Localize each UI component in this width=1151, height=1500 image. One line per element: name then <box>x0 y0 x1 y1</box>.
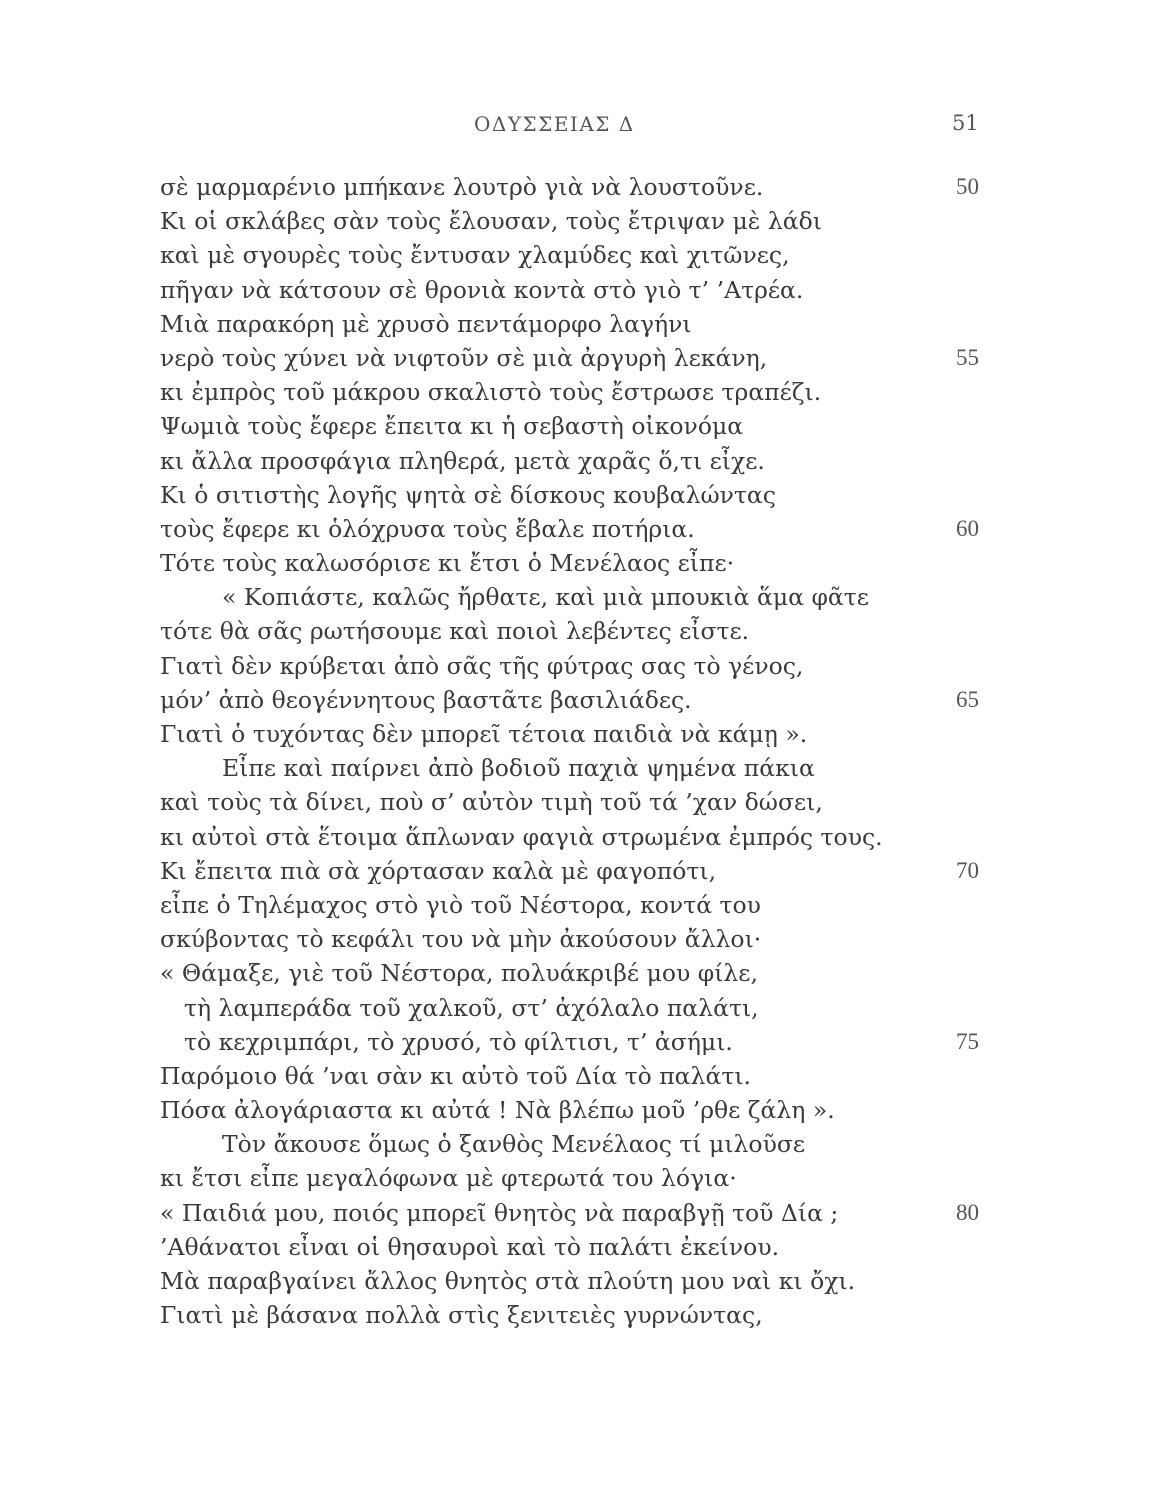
line-number: 60 <box>956 515 979 541</box>
verse-text: Γιατὶ ὁ τυχόντας δὲν μπορεῖ τέτοια παιδιὰ νὰ κάμῃ ». <box>160 720 808 748</box>
verse-line <box>160 991 990 1025</box>
verse-line <box>160 546 990 580</box>
verse-text: Μὰ παραβγαίνει ἄλλος θνητὸς στὰ πλούτη μου ναὶ κι ὄχι. <box>160 1267 856 1295</box>
verse-line <box>160 956 990 990</box>
verse-text: τὸ κεχριμπάρι, τὸ χρυσό, τὸ φίλτισι, τ’ ἀσήμι. <box>184 1027 733 1056</box>
verse-line <box>160 1196 990 1230</box>
verse-line <box>160 512 990 546</box>
verse-text: Κι ἔπειτα πιὰ σὰ χόρτασαν καλὰ μὲ φαγοπότι, <box>160 856 717 885</box>
verse-text: Πόσα ἀλογάριαστα κι αὐτά ! Νὰ βλέπω μοῦ ’ρθε ζάλη ». <box>160 1096 835 1125</box>
verse-line <box>160 1127 990 1161</box>
verse-line <box>160 409 990 443</box>
verse-text: ’Αθάνατοι εἶναι οἱ θησαυροὶ καὶ τὸ παλάτι ἐκείνου. <box>160 1232 780 1261</box>
verse-line <box>160 478 990 512</box>
line-number: 75 <box>956 1028 979 1054</box>
verse-text: Εἶπε καὶ παίρνει ἀπὸ βοδιοῦ παχιὰ ψημένα πάκια <box>222 754 815 783</box>
verse-line <box>160 614 990 648</box>
verse-text: Ψωμιὰ τοὺς ἔφερε ἔπειτα κι ἡ σεβαστὴ οἰκονόμα <box>160 412 744 441</box>
verse-line <box>160 341 990 375</box>
verse-line <box>160 1230 990 1264</box>
verse-text: κι ἐμπρὸς τοῦ μάκρου σκαλιστὸ τοὺς ἔστρωσε τραπέζι. <box>160 378 822 407</box>
verse-line <box>160 1264 990 1298</box>
verse-text: νερὸ τοὺς χύνει νὰ νιφτοῦν σὲ μιὰ ἀργυρὴ λεκάνη, <box>160 343 768 372</box>
verse-text: εἶπε ὁ Τηλέμαχος στὸ γιὸ τοῦ Νέστορα, κοντά του <box>160 890 761 919</box>
verse-line <box>160 273 990 307</box>
verse-text: Μιὰ παρακόρη μὲ χρυσὸ πεντάμορφο λαγήνι <box>160 309 692 338</box>
verse-line <box>160 922 990 956</box>
line-number: 50 <box>956 174 979 199</box>
verse-line <box>160 1298 990 1332</box>
verse-line <box>160 375 990 409</box>
verse-line <box>160 1093 990 1127</box>
verse-line <box>160 854 990 888</box>
verse-text: τότε θὰ σᾶς ρωτήσουμε καὶ ποιοὶ λεβέντες εἶστε. <box>160 617 750 646</box>
verse-text: τὴ λαμπεράδα τοῦ χαλκοῦ, στ’ ἀχόλαλο παλάτι, <box>184 993 759 1022</box>
verse-text: σκύβοντας τὸ κεφάλι του νὰ μὴν ἀκούσουν ἄλλοι· <box>160 925 762 954</box>
verse-text: Κι οἱ σκλάβες σὰν τοὺς ἔλουσαν, τοὺς ἔτριψαν μὲ λάδι <box>160 207 823 236</box>
verse-text: καὶ τοὺς τὰ δίνει, ποὺ σ’ αὐτὸν τιμὴ τοῦ τά ’χαν δώσει, <box>160 788 823 817</box>
verse-text: κι ἔτσι εἶπε μεγαλόφωνα μὲ φτερωτά του λόγια· <box>160 1164 737 1193</box>
verse-text: τοὺς ἔφερε κι ὁλόχρυσα τοὺς ἔβαλε ποτήρια. <box>160 514 695 543</box>
verse-text: Τότε τοὺς καλωσόρισε κι ἔτσι ὁ Μενέλαος εἶπε· <box>160 549 735 578</box>
verse-text: Παρόμοιο θά ’ναι σὰν κι αὐτὸ τοῦ Δία τὸ παλάτι. <box>160 1061 751 1090</box>
verse-line <box>160 444 990 478</box>
verse-text: πῆγαν νὰ κάτσουν σὲ θρονιὰ κοντὰ στὸ γιὸ τ’ ’Ατρέα. <box>160 275 804 304</box>
verse-text: σὲ μαρμαρένιο μπήκανε λουτρὸ γιὰ νὰ λουστοῦνε. <box>160 173 764 201</box>
verse-line <box>160 751 990 785</box>
verse-line <box>160 649 990 683</box>
verse-text: « Παιδιά μου, ποιός μπορεῖ θνητὸς νὰ παραβγῇ τοῦ Δία ; <box>160 1198 839 1227</box>
line-number: 70 <box>956 857 979 883</box>
verse-text: κι ἄλλα προσφάγια πληθερά, μετὰ χαρᾶς ὅ,τι εἶχε. <box>160 446 765 475</box>
verse-line <box>160 888 990 922</box>
verse-line <box>160 1059 990 1093</box>
verse-text: Γιατὶ μὲ βάσανα πολλὰ στὶς ξενιτειὲς γυρνώντας, <box>160 1301 763 1330</box>
line-number: 55 <box>956 344 979 370</box>
page-number: 51 <box>952 111 979 135</box>
verse-text: Τὸν ἄκουσε ὅμως ὁ ξανθὸς Μενέλαος τί μιλοῦσε <box>222 1130 806 1159</box>
verse-line <box>160 820 990 854</box>
verse-text: Κι ὁ σιτιστὴς λογῆς ψητὰ σὲ δίσκους κουβαλώντας <box>160 480 776 509</box>
verse-line <box>160 170 990 204</box>
verse-text: « Κοπιάστε, καλῶς ἤρθατε, καὶ μιὰ μπουκιὰ ἅμα φᾶτε <box>222 583 869 612</box>
verse-line <box>160 204 990 238</box>
verse-line <box>160 1161 990 1195</box>
line-number: 65 <box>956 686 979 712</box>
verse-text: κι αὐτοὶ στὰ ἕτοιμα ἅπλωναν φαγιὰ στρωμένα ἐμπρός τους. <box>160 822 883 851</box>
running-title: ΟΔΥΣΣΕΙΑΣ Δ <box>474 112 635 136</box>
verse-line <box>160 717 990 751</box>
verse-line <box>160 1025 990 1059</box>
verse-line <box>160 683 990 717</box>
verse-line <box>160 580 990 614</box>
verse-text: μόν’ ἀπὸ θεογέννητους βαστᾶτε βασιλιάδες. <box>160 685 692 714</box>
verse-line <box>160 785 990 819</box>
verse-text: καὶ μὲ σγουρὲς τοὺς ἔντυσαν χλαμύδες καὶ χιτῶνες, <box>160 241 790 270</box>
line-number: 80 <box>956 1199 979 1225</box>
verse-text: « Θάμαξε, γιὲ τοῦ Νέστορα, πολυάκριβέ μου φίλε, <box>160 959 758 988</box>
verse-line <box>160 307 990 341</box>
poem-text-block <box>160 170 990 1332</box>
verse-text: Γιατὶ δὲν κρύβεται ἀπὸ σᾶς τῆς φύτρας σας τὸ γένος, <box>160 651 804 680</box>
verse-line <box>160 238 990 272</box>
